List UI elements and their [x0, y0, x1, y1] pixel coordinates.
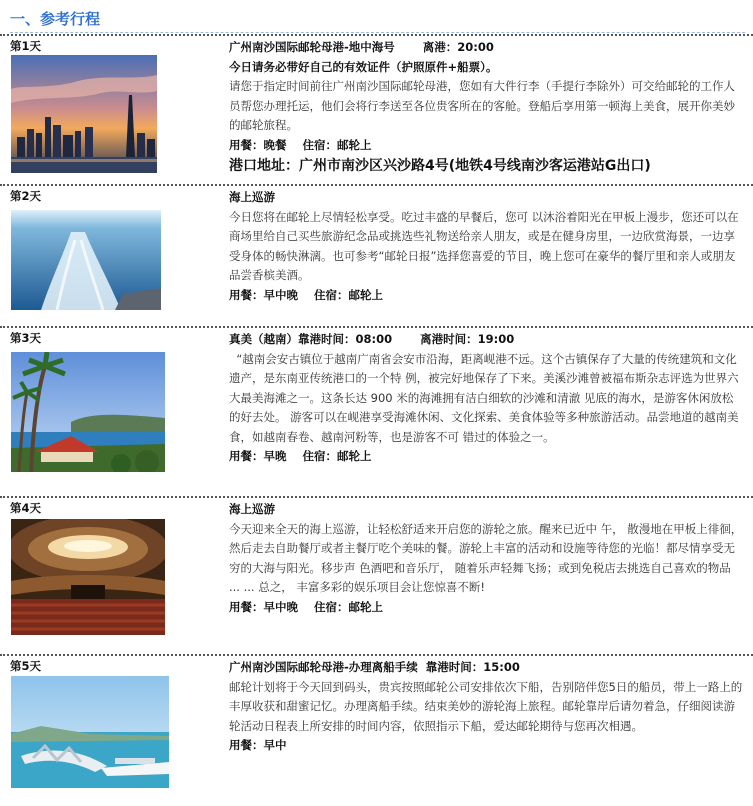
- day-heading: 海上巡游: [229, 190, 275, 204]
- day-content: [229, 188, 744, 305]
- day-heading: 广州南沙国际邮轮母港-办理离船手续 靠港时间：15:00: [229, 660, 520, 674]
- day-heading: 真美（越南）靠港时间：08:00 离港时间：19:00: [229, 332, 515, 346]
- day-2-block: [0, 184, 753, 328]
- day-heading: 广州南沙国际邮轮母港-地中海号 离港：20:00: [229, 40, 494, 54]
- day-label: 第5天: [10, 659, 42, 673]
- day-description: 邮轮计划将于今天回到码头，贵宾按照邮轮公司安排依次下船，告别陪伴您5日的船员，带上一路上的丰厚收获和甜蜜记忆。办理离船手续。结束美妙的游轮海上旅程。邮轮靠岸后请勿着急，仔细阅读游轮活动日程表上所安排的时间内容，依照指示下船，爱达邮轮期待与您再次相遇。: [229, 679, 743, 733]
- day-label: 第3天: [10, 331, 42, 345]
- photo-tropical-beach: [11, 352, 165, 472]
- day-description: 今天迎来全天的海上巡游，让轻松舒适来开启您的游轮之旅。醒来已近中 午， 散漫地在甲板上徘徊， 然后走去自助餐厅或者主餐厅吃个美味的餐。游轮上丰富的活动和设施等待您的光临！都尽情享受无穷的大海与阳光。移步声 色酒吧和音乐厅， 随着乐声轻舞飞扬；或到免税店去挑选自己喜欢的物品 ... ... 总之， 丰富多彩的娱乐项目会让您惊喜不断!: [229, 521, 743, 594]
- photo-ship-wake: [11, 210, 161, 310]
- day-label: 第4天: [10, 501, 42, 515]
- day-meals: 用餐：晚餐 住宿：邮轮上: [229, 137, 372, 152]
- day-1-block: [0, 34, 753, 186]
- day-meals: 用餐：早中: [229, 738, 287, 752]
- day-notice: 今日请务必带好自己的有效证件（护照原件+船票）。: [229, 59, 498, 74]
- day-meals: 用餐：早晚 住宿：邮轮上: [229, 449, 372, 463]
- day-5-block: [0, 654, 753, 806]
- day-content: [229, 658, 744, 756]
- day-label: 第2天: [10, 189, 42, 203]
- day-description: “越南会安古镇位于越南广南省会安市沿海，距离岘港不远。这个古镇保存了大量的传统建筑和文化遗产，是东南亚传统港口的一个特 例，被完好地保存了下来。美溪沙滩曾被福布斯杂志评选为世界六大最美海滩之一。这条长达 900 米的海滩拥有洁白细软的沙滩和清澈 见底的海水，是游客休闲放松的好去处。 游客可以在岘港享受海滩休闲、文化探索、美食体验等多种旅游活动。品尝地道的越南美食，如越南春卷、越南河粉等，也是游客不可 错过的体验之一。: [229, 351, 739, 444]
- day-meals: 用餐：早中晚 住宿：邮轮上: [229, 287, 384, 302]
- photo-city-skyline: [11, 55, 157, 173]
- day-meals: 用餐：早中晚 住宿：邮轮上: [229, 599, 384, 614]
- port-address: 港口地址：广州市南沙区兴沙路4号(地铁4号线南沙客运港站G出口): [229, 158, 651, 174]
- day-content: [229, 330, 744, 467]
- day-3-block: [0, 326, 753, 498]
- day-content: [229, 500, 744, 617]
- day-heading: 海上巡游: [229, 502, 275, 516]
- day-description: 请您于指定时间前往广州南沙国际邮轮母港，您如有大件行李（手提行李除外）可交给邮轮的工作人员帮您办理托运，他们会将行李送至各位贵客所在的客舱。登船后享用第一顿海上美食，展开你美妙的邮轮旅程。: [229, 79, 735, 132]
- day-content: [229, 38, 744, 177]
- day-4-block: [0, 496, 753, 656]
- photo-cruise-terminal: [11, 676, 169, 788]
- day-description: 今日您将在邮轮上尽情轻松享受。吃过丰盛的早餐后，您可 以沐浴着阳光在甲板上漫步，您还可以在商场里给自己买些旅游纪念品或挑选些礼物送给亲人朋友，或是在健身房里，一边欣赏海景，一边享受身体的畅快淋漓。也可参考“邮轮日报”选择您喜爱的节目，晚上您可在豪华的餐厅里和亲人或朋友品尝香槟美酒。: [229, 209, 739, 282]
- day-label: 第1天: [10, 39, 42, 53]
- photo-ship-theater: [11, 519, 165, 635]
- section-title: 一、参考行程: [10, 6, 745, 33]
